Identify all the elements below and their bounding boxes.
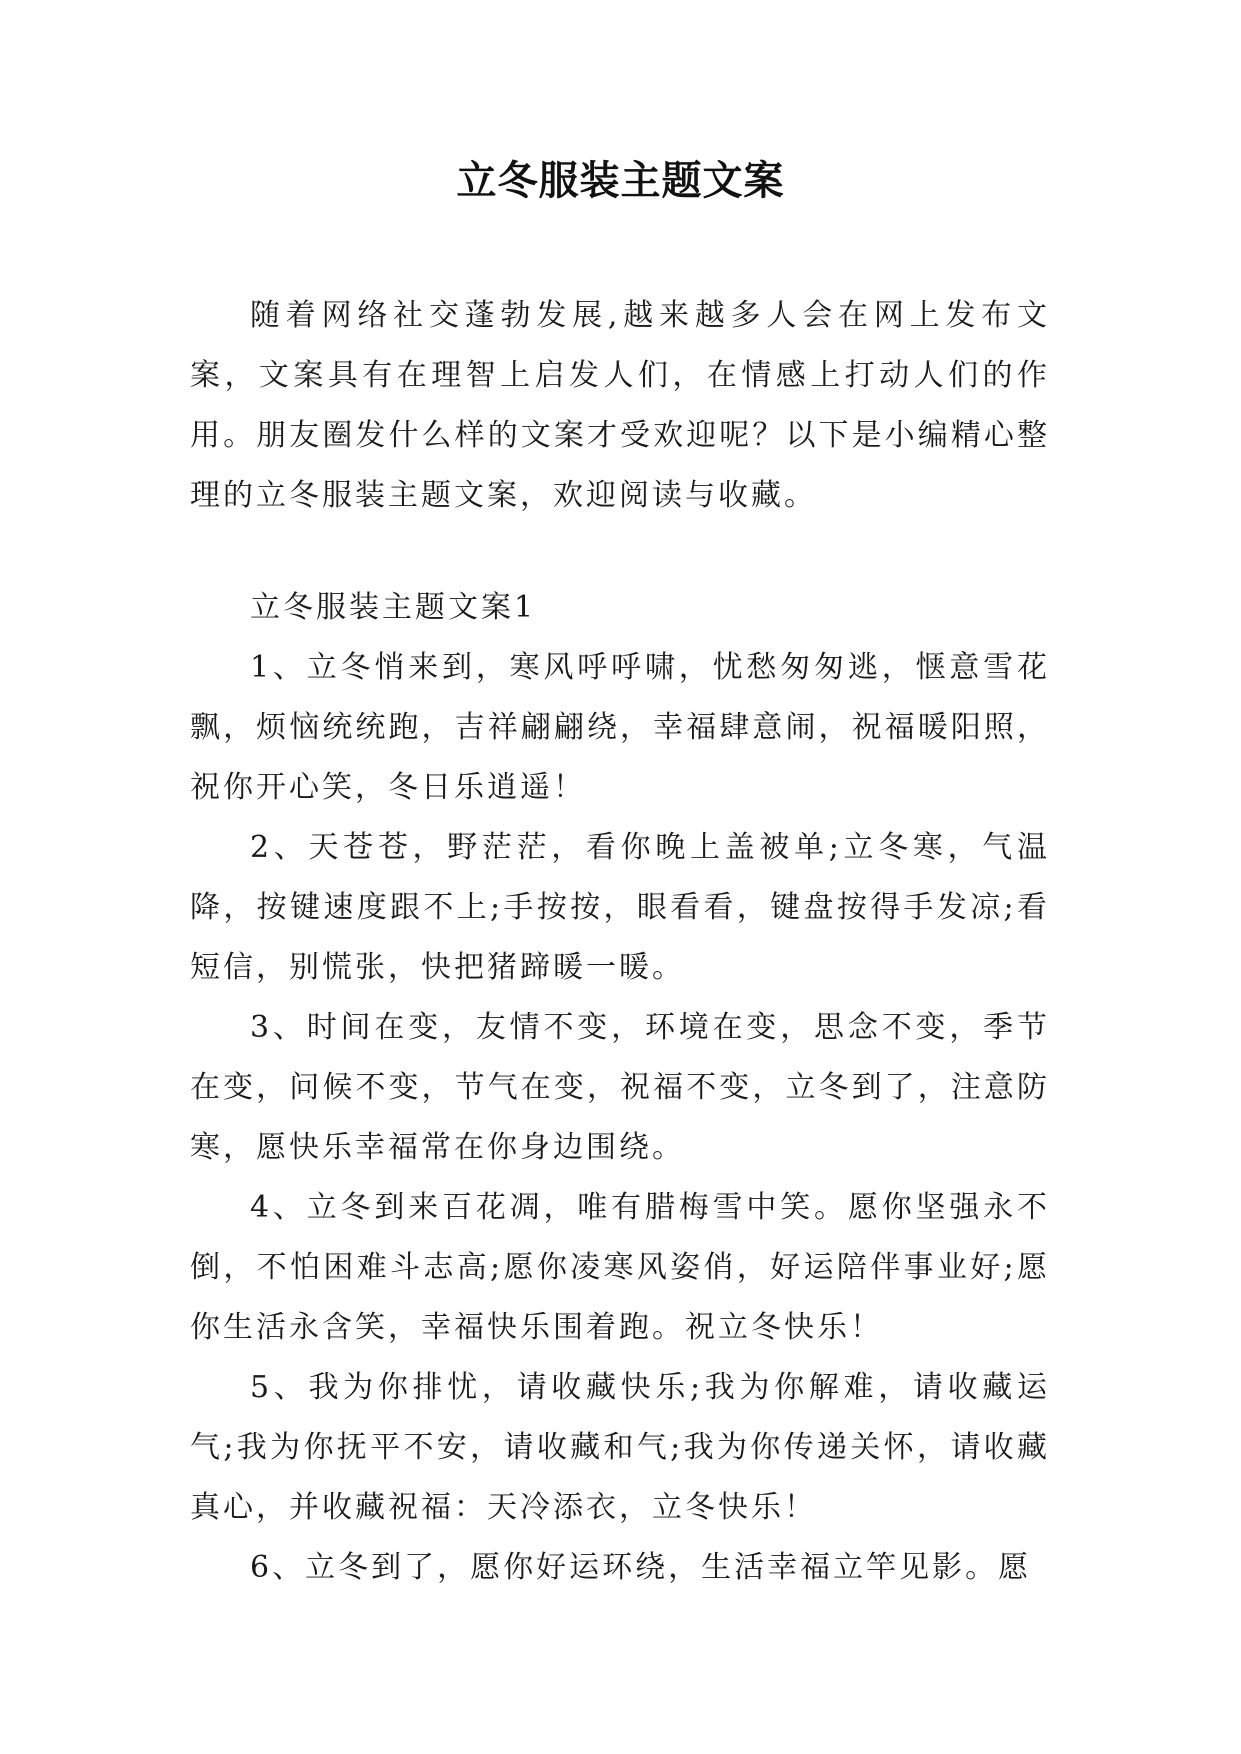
list-item-1: 1、立冬悄来到，寒风呼呼啸，忧愁匆匆逃，惬意雪花飘，烦恼统统跑，吉祥翩翩绕，幸福肆意闹，祝福暖阳照，祝你开心笑，冬日乐逍遥！ [190,650,1050,805]
section-heading: 立冬服装主题文案1 [250,590,537,625]
intro-paragraph: 随着网络社交蓬勃发展,越来越多人会在网上发布文案，文案具有在理智上启发人们，在情感上打动人们的作用。朋友圈发什么样的文案才受欢迎呢？以下是小编精心整理的立冬服装主题文案，欢迎阅读与收藏。 [190,298,1050,513]
document-body [190,286,1050,1598]
list-item-6: 6、立冬到了，愿你好运环绕，生活幸福立竿见影。愿 [250,1550,1032,1585]
list-item-3: 3、时间在变，友情不变，环境在变，思念不变，季节在变，问候不变，节气在变，祝福不变，立冬到了，注意防寒，愿快乐幸福常在你身边围绕。 [190,1010,1050,1165]
list-item-4: 4、立冬到来百花凋，唯有腊梅雪中笑。愿你坚强永不倒，不怕困难斗志高;愿你凌寒风姿俏，好运陪伴事业好;愿你生活永含笑，幸福快乐围着跑。祝立冬快乐！ [190,1190,1050,1345]
list-item-2: 2、天苍苍，野茫茫，看你晚上盖被单;立冬寒，气温降，按键速度跟不上;手按按，眼看看，键盘按得手发凉;看短信，别慌张，快把猪蹄暖一暖。 [190,830,1050,985]
list-item-5: 5、我为你排忧，请收藏快乐;我为你解难，请收藏运气;我为你抚平不安，请收藏和气;我为你传递关怀，请收藏真心，并收藏祝福：天冷添衣，立冬快乐！ [190,1370,1050,1525]
document-title: 立冬服装主题文案 [456,157,785,204]
